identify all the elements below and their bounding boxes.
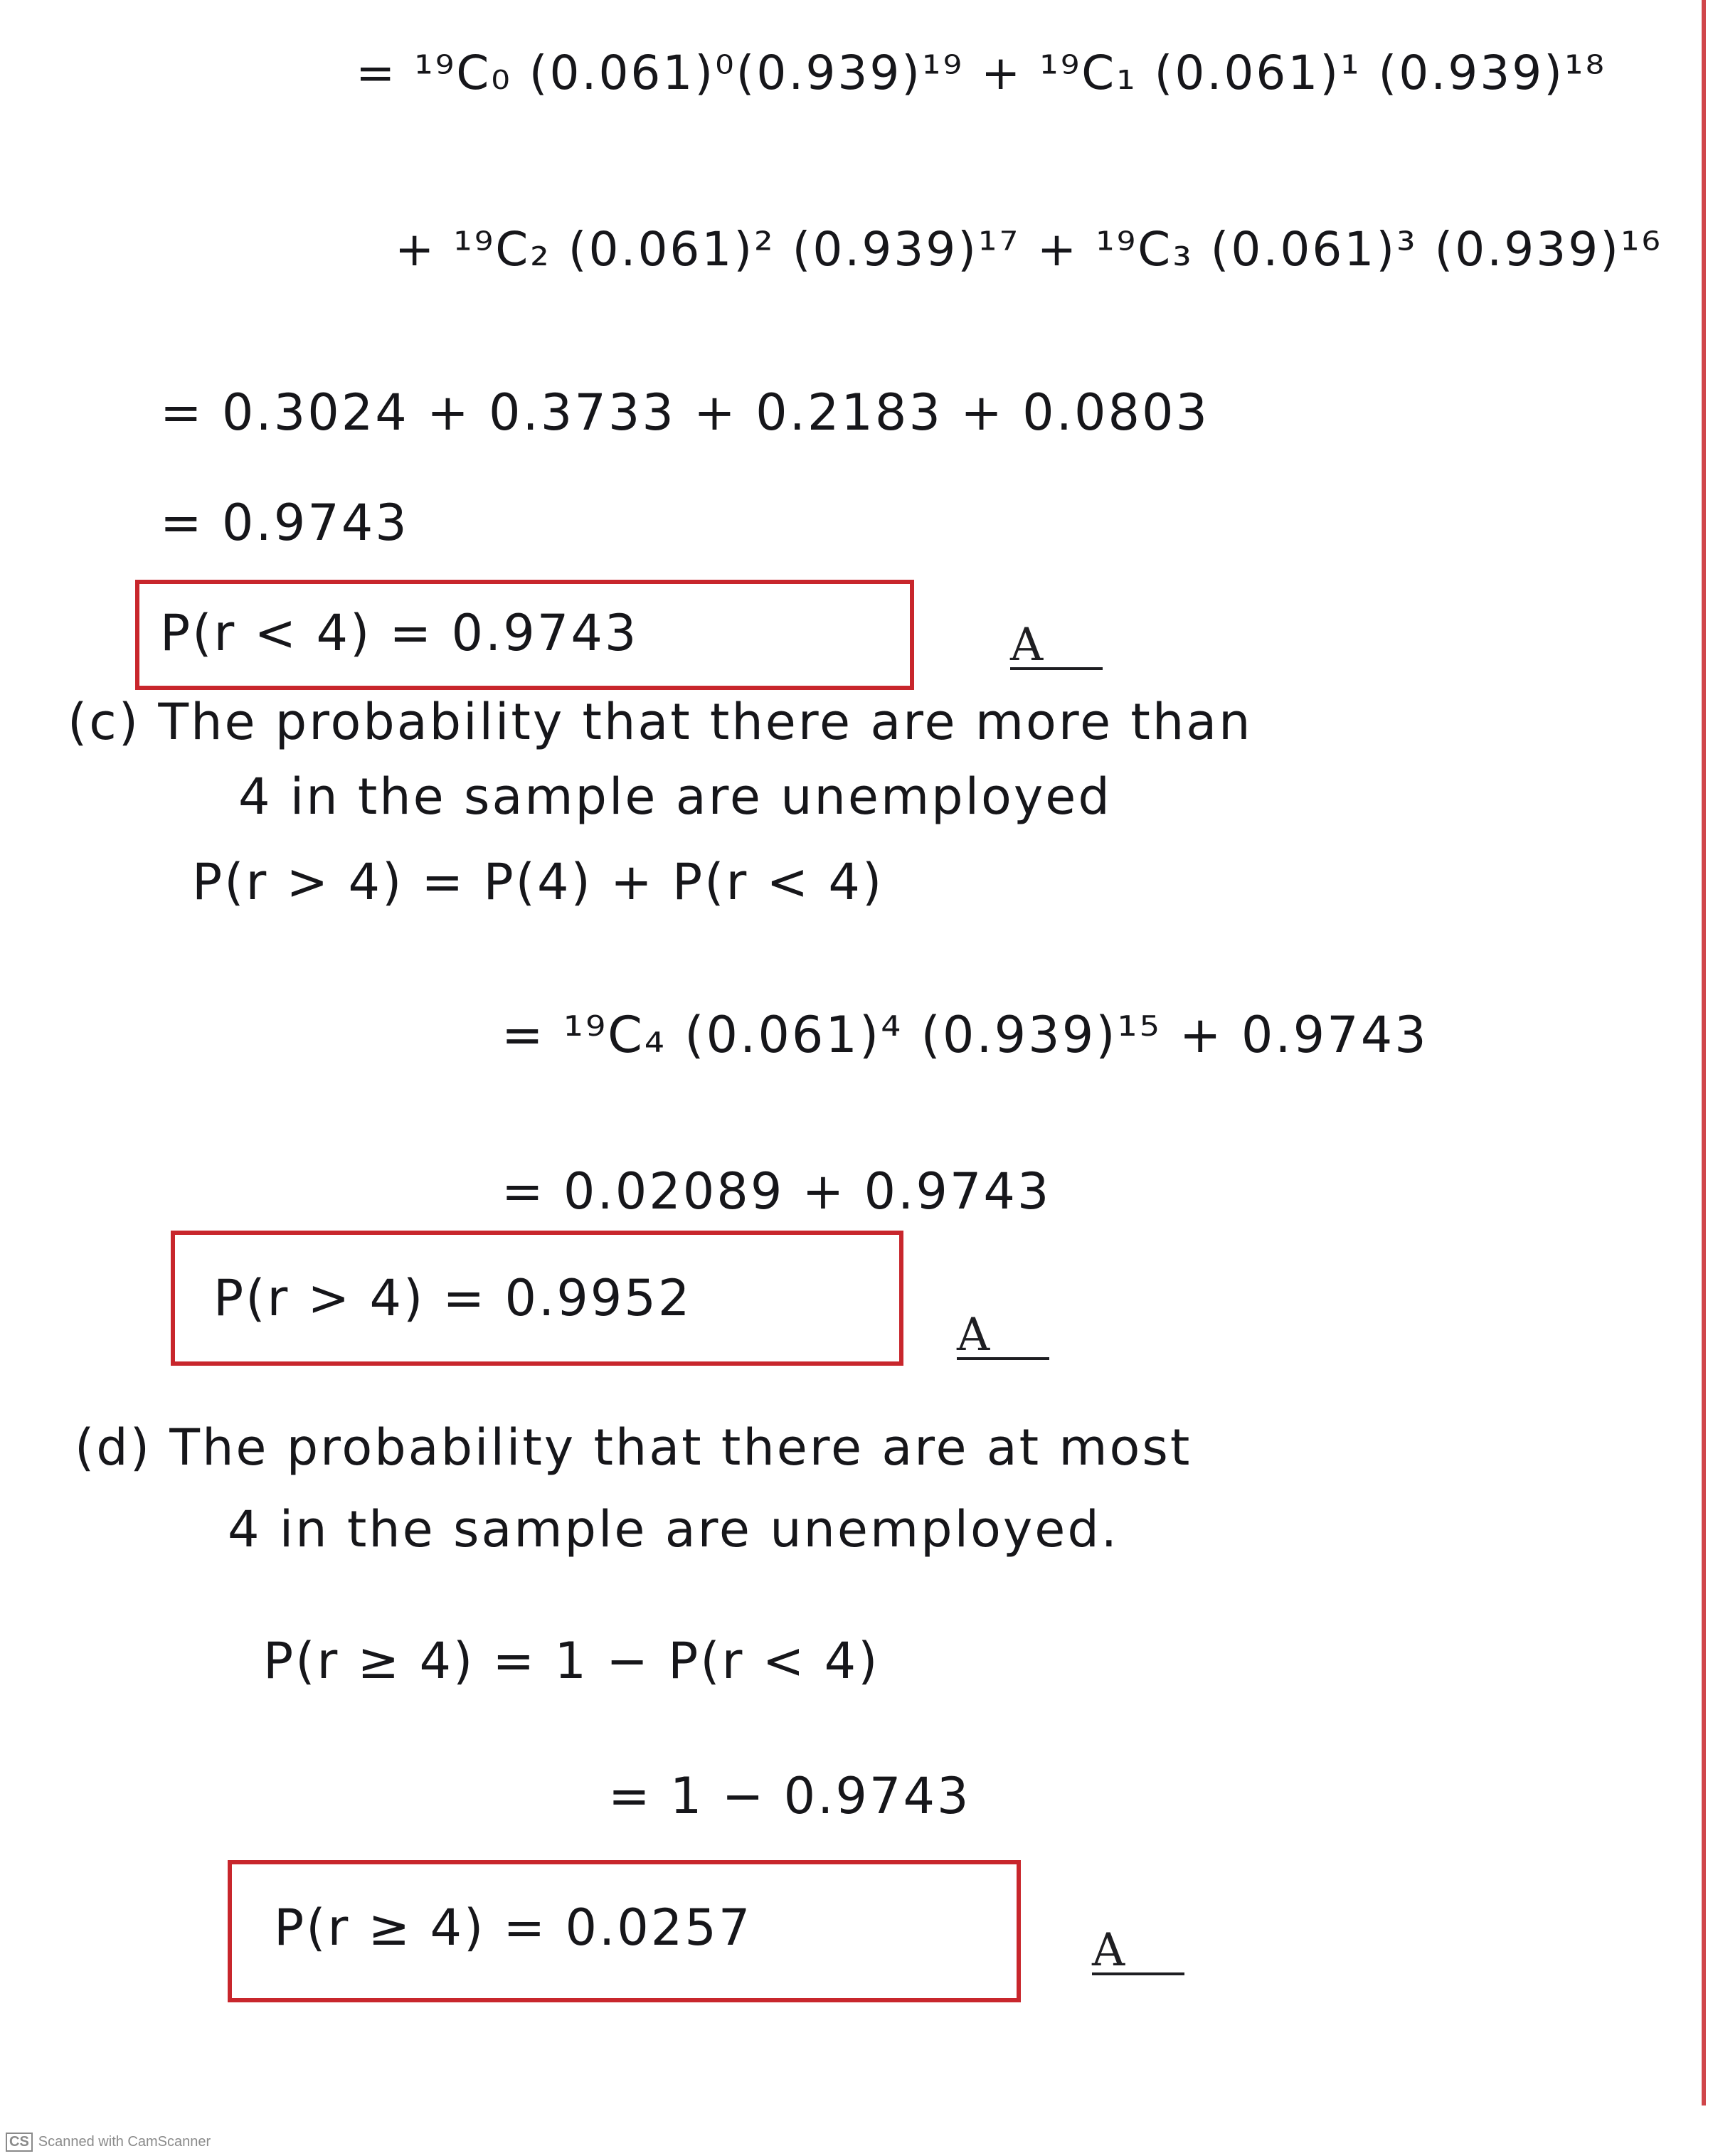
camscanner-logo: CS bbox=[6, 2133, 33, 2152]
part-d-question-line-1: (d) The probability that there are at most bbox=[75, 1418, 1192, 1477]
answer-part-b: P(r < 4) = 0.9743 bbox=[160, 604, 639, 662]
red-page-margin-line bbox=[1702, 0, 1706, 2105]
answer-part-c: P(r > 4) = 0.9952 bbox=[213, 1269, 692, 1327]
part-c-values: = 0.02089 + 0.9743 bbox=[502, 1162, 1051, 1221]
scanner-watermark bbox=[6, 2133, 211, 2152]
answer-mark-part-c: A bbox=[957, 1309, 1049, 1360]
line-sum-result: = 0.9743 bbox=[160, 494, 409, 552]
part-c-question-line-1: (c) The probability that there are more than bbox=[68, 693, 1253, 751]
line-binomial-terms-2: + ¹⁹C₂ (0.061)² (0.939)¹⁷ + ¹⁹C₃ (0.061)³ (0.939)¹⁶ bbox=[395, 222, 1662, 277]
answer-mark-part-d: A bbox=[1092, 1924, 1184, 1975]
answer-part-d: P(r ≥ 4) = 0.0257 bbox=[274, 1899, 753, 1957]
line-binomial-terms-1: = ¹⁹C₀ (0.061)⁰(0.939)¹⁹ + ¹⁹C₁ (0.061)¹ (0.939)¹⁸ bbox=[356, 46, 1606, 100]
part-d-question-line-2: 4 in the sample are unemployed. bbox=[228, 1500, 1120, 1558]
part-c-substitution: = ¹⁹C₄ (0.061)⁴ (0.939)¹⁵ + 0.9743 bbox=[502, 1006, 1428, 1064]
answer-mark-part-b: A bbox=[1010, 619, 1103, 670]
line-term-values-sum: = 0.3024 + 0.3733 + 0.2183 + 0.0803 bbox=[160, 383, 1210, 442]
part-d-formula: P(r ≥ 4) = 1 − P(r < 4) bbox=[263, 1632, 880, 1690]
scanner-watermark-text: Scanned with CamScanner bbox=[38, 2134, 211, 2150]
part-c-question-line-2: 4 in the sample are unemployed bbox=[238, 768, 1112, 826]
part-d-substitution: = 1 − 0.9743 bbox=[608, 1767, 971, 1825]
part-c-formula: P(r > 4) = P(4) + P(r < 4) bbox=[192, 853, 884, 911]
